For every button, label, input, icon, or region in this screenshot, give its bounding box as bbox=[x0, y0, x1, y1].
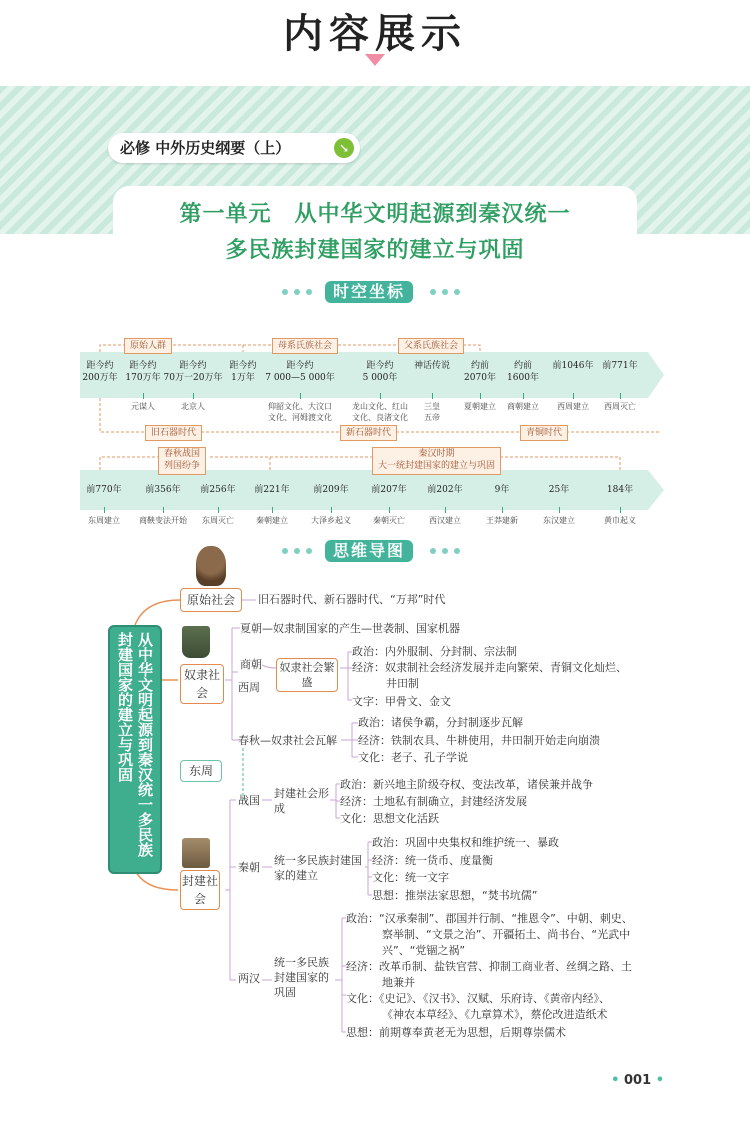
zg-economy: 经济：土地私有制确立，封建经济发展 bbox=[340, 795, 527, 808]
slave-politics: 政治：内外服制、分封制、宗法制 bbox=[352, 645, 517, 658]
timeline-tick bbox=[163, 507, 164, 513]
decor-dot bbox=[294, 289, 300, 295]
bronze-vessel-image bbox=[182, 626, 210, 658]
timeline-event: 东周灭亡 bbox=[202, 516, 234, 525]
timeline-event: 黄巾起义 bbox=[604, 516, 636, 525]
timeline-date: 距今约 200万年 bbox=[82, 361, 118, 383]
arrow-icon: ↘ bbox=[334, 138, 354, 158]
timeline-event: 秦朝建立 bbox=[256, 516, 288, 525]
zg-culture: 文化：思想文化活跃 bbox=[340, 812, 439, 825]
timeline-event: 西汉建立 bbox=[429, 516, 461, 525]
qin-label: 秦朝 bbox=[238, 861, 260, 874]
timeline-tick bbox=[380, 393, 381, 399]
decor-dot bbox=[442, 289, 448, 295]
timeline-date: 前256年 bbox=[200, 485, 236, 495]
cq-economy: 经济：铁制农具、牛耕使用，井田制开始走向崩溃 bbox=[358, 734, 600, 747]
timeline-tick bbox=[104, 507, 105, 513]
timeline-tick bbox=[620, 507, 621, 513]
timeline-event: 西周灭亡 bbox=[604, 402, 636, 411]
timeline-event: 龙山文化、红山 文化、良渚文化 bbox=[352, 402, 408, 422]
timeline-event: 三皇 五帝 bbox=[424, 402, 440, 422]
timeline-tick bbox=[389, 507, 390, 513]
section-title-timeline: 时空坐标 bbox=[325, 281, 413, 303]
qin-thought: 思想：推崇法家思想，“焚书坑儒” bbox=[372, 889, 538, 902]
timeline-tick bbox=[300, 393, 301, 399]
timeline-tick bbox=[620, 393, 621, 399]
timeline-event: 东汉建立 bbox=[543, 516, 575, 525]
decor-dot bbox=[294, 548, 300, 554]
timeline-tick bbox=[573, 393, 574, 399]
timeline-date: 距今约 170万年 bbox=[125, 361, 161, 383]
han-thought: 思想：前期尊奉黄老无为思想，后期尊崇儒术 bbox=[346, 1026, 566, 1039]
timeline-event: 秦朝灭亡 bbox=[373, 516, 405, 525]
node-dongzhou: 东周 bbox=[180, 760, 222, 782]
peking-man-image bbox=[196, 546, 226, 586]
zg-form: 封建社会形成 bbox=[274, 787, 329, 815]
timeline-date: 神话传说 bbox=[413, 361, 450, 371]
timeline-tick bbox=[502, 507, 503, 513]
han-culture-2: 《神农本草经》、《九章算术》，蔡伦改进造纸术 bbox=[382, 1008, 608, 1021]
header-triangle-icon bbox=[365, 54, 385, 66]
timeline-date: 前221年 bbox=[254, 485, 290, 495]
timeline-date: 前202年 bbox=[427, 485, 463, 495]
timeline-date: 距今约 70万一20万年 bbox=[163, 361, 223, 383]
tl1-bottom-tag: 新石器时代 bbox=[340, 425, 397, 441]
zhanguo-label: 战国 bbox=[238, 794, 260, 807]
timeline-date: 前1046年 bbox=[552, 361, 594, 371]
timeline-tick bbox=[193, 393, 194, 399]
cq-politics: 政治：诸侯争霸，分封制逐步瓦解 bbox=[358, 716, 523, 729]
qin-form: 统一多民族封建国家的建立 bbox=[274, 854, 362, 882]
timeline-tick bbox=[523, 393, 524, 399]
timeline-tick bbox=[480, 393, 481, 399]
tl2-top-tag: 秦汉时期 大一统封建国家的建立与巩固 bbox=[372, 447, 501, 475]
mindmap-root-text: 从中华文明起源到秦汉统一多民族封建国家的建立与巩固 bbox=[116, 632, 154, 857]
timeline-event: 元谋人 bbox=[131, 402, 155, 411]
han-form: 统一多民族封建国家的巩固 bbox=[274, 956, 329, 999]
timeline-date: 前207年 bbox=[371, 485, 407, 495]
timeline-date: 前771年 bbox=[602, 361, 638, 371]
node-feudal-society: 封建社会 bbox=[180, 870, 220, 910]
timeline-tick bbox=[432, 393, 433, 399]
xia-line: 夏朝—奴隶制国家的产生—世袭制、国家机器 bbox=[240, 622, 460, 635]
timeline-date: 前209年 bbox=[313, 485, 349, 495]
han-label: 两汉 bbox=[238, 972, 260, 985]
timeline1-graphic bbox=[0, 330, 750, 440]
book-label bbox=[108, 133, 360, 163]
han-culture-1: 文化：《史记》、《汉书》、汉赋、乐府诗、《黄帝内经》、 bbox=[346, 992, 610, 1005]
tl1-bottom-tag: 青铜时代 bbox=[520, 425, 568, 441]
mindmap-root bbox=[108, 625, 162, 874]
qin-culture: 文化：统一文字 bbox=[372, 871, 449, 884]
timeline-event: 商朝建立 bbox=[507, 402, 539, 411]
timeline-date: 25年 bbox=[548, 485, 570, 495]
slave-script: 文字：甲骨文、金文 bbox=[352, 695, 451, 708]
tl1-top-tag: 原始人群 bbox=[124, 338, 172, 354]
decor-dot bbox=[306, 289, 312, 295]
section-title-mindmap: 思维导图 bbox=[325, 540, 413, 562]
decor-dot bbox=[306, 548, 312, 554]
book-label-text: 必修 中外历史纲要（上） bbox=[120, 139, 291, 157]
timeline-date: 距今约 5 000年 bbox=[362, 361, 398, 383]
tl2-top-tag: 春秋战国 列国纷争 bbox=[158, 447, 206, 475]
timeline-tick bbox=[272, 507, 273, 513]
primitive-desc: 旧石器时代、新石器时代、“万邦”时代 bbox=[258, 593, 446, 606]
qin-economy: 经济：统一货币、度量衡 bbox=[372, 854, 493, 867]
qin-politics: 政治：巩固中央集权和维护统一、暴政 bbox=[372, 836, 559, 849]
han-politics-1: 政治：“汉承秦制”、郡国并行制、“推恩令”、中朝、刺史、 bbox=[346, 912, 633, 925]
timeline-event: 商鞅变法开始 bbox=[139, 516, 187, 525]
decor-dot bbox=[454, 548, 460, 554]
decor-dot bbox=[430, 548, 436, 554]
han-economy-1: 经济：改革币制、盐铁官营、抑制工商业者、丝绸之路、土 bbox=[346, 960, 632, 973]
han-politics-3: 兴”、“党锢之祸” bbox=[382, 944, 466, 957]
timeline-date: 距今约 1万年 bbox=[229, 361, 257, 383]
han-politics-2: 察举制、“文景之治”、开疆拓土、尚书台、“光武中 bbox=[382, 928, 631, 941]
timeline-date: 184年 bbox=[606, 485, 634, 495]
slave-economy: 经济：奴隶制社会经济发展并走向繁荣、青铜文化灿烂、 bbox=[352, 661, 627, 674]
node-primitive: 原始社会 bbox=[180, 588, 242, 612]
timeline-tick bbox=[218, 507, 219, 513]
timeline-tick bbox=[559, 507, 560, 513]
unit-title-line1: 第一单元 从中华文明起源到秦汉统一 bbox=[179, 202, 571, 227]
timeline-event: 仰韶文化、大汶口 文化、河姆渡文化 bbox=[268, 402, 332, 422]
cq-culture: 文化：老子、孔子学说 bbox=[358, 751, 468, 764]
timeline-date: 9年 bbox=[494, 485, 510, 495]
decor-dot bbox=[282, 548, 288, 554]
tl1-bottom-tag: 旧石器时代 bbox=[145, 425, 202, 441]
timeline-date: 约前 1600年 bbox=[507, 361, 539, 383]
timeline-event: 北京人 bbox=[181, 402, 205, 411]
timeline-event: 西周建立 bbox=[557, 402, 589, 411]
page-header-title: 内容展示 bbox=[283, 11, 467, 57]
xizhou-label: 西周 bbox=[238, 681, 260, 694]
tl1-top-tag: 父系氏族社会 bbox=[398, 338, 464, 354]
page-number-text: 001 bbox=[624, 1073, 652, 1088]
timeline-date: 前356年 bbox=[145, 485, 181, 495]
decor-dot bbox=[454, 289, 460, 295]
timeline-tick bbox=[445, 507, 446, 513]
decor-dot bbox=[282, 289, 288, 295]
decor-dot bbox=[442, 548, 448, 554]
decor-dot bbox=[430, 289, 436, 295]
han-economy-2: 地兼并 bbox=[382, 976, 415, 989]
timeline-date: 距今约 7 000—5 000年 bbox=[265, 361, 335, 383]
timeline-tick bbox=[331, 507, 332, 513]
zg-politics: 政治：新兴地主阶级夺权、变法改革，诸侯兼并战争 bbox=[340, 778, 593, 791]
slave-economy-2: 井田制 bbox=[386, 677, 419, 690]
tl1-top-tag: 母系氏族社会 bbox=[272, 338, 338, 354]
timeline-event: 王莽建新 bbox=[486, 516, 518, 525]
timeline-date: 约前 2070年 bbox=[464, 361, 496, 383]
timeline-event: 东周建立 bbox=[88, 516, 120, 525]
node-slave-prosper: 奴隶社会繁盛 bbox=[276, 658, 338, 692]
node-slave-society: 奴隶社会 bbox=[180, 664, 224, 704]
shang-label: 商朝 bbox=[240, 658, 262, 671]
timeline-date: 前770年 bbox=[86, 485, 122, 495]
timeline-event: 夏朝建立 bbox=[464, 402, 496, 411]
timeline-tick bbox=[143, 393, 144, 399]
unit-title-line2: 多民族封建国家的建立与巩固 bbox=[225, 238, 525, 263]
statue-image bbox=[182, 838, 210, 868]
timeline-event: 大泽乡起义 bbox=[311, 516, 351, 525]
page-number: • 001 • bbox=[611, 1073, 664, 1088]
chunqiu-line: 春秋—奴隶社会瓦解 bbox=[238, 734, 337, 747]
